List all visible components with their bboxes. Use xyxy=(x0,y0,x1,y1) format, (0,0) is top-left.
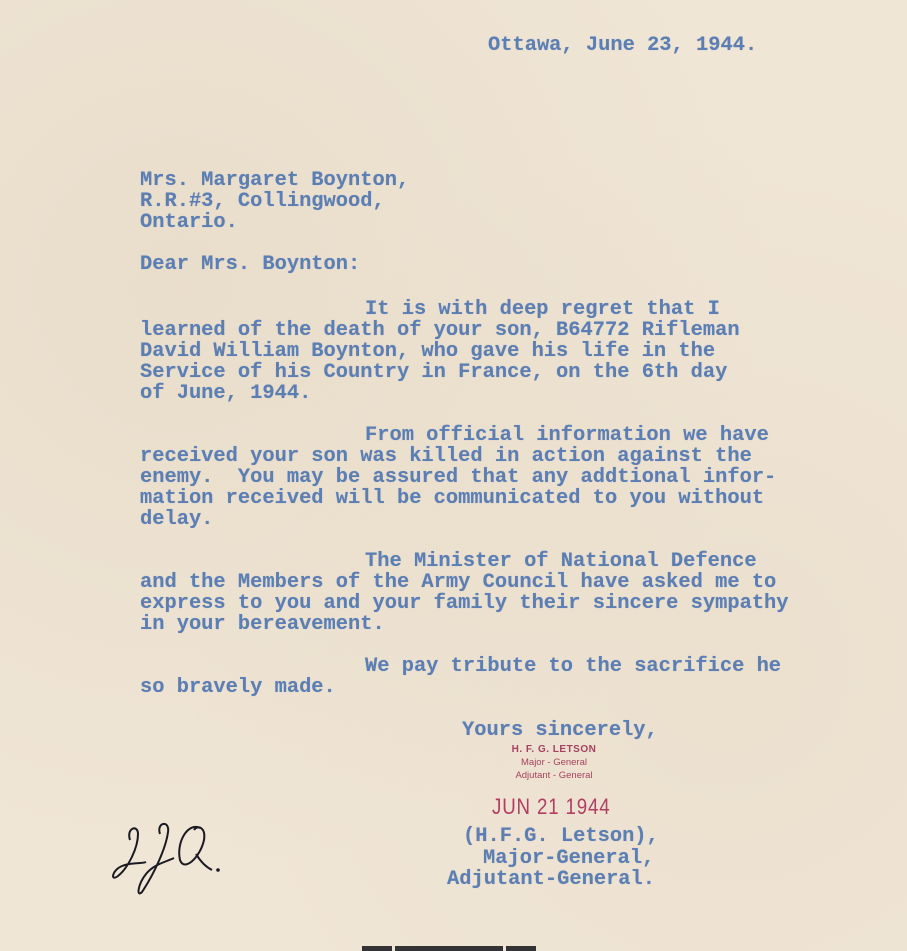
salutation: Dear Mrs. Boynton: xyxy=(140,253,361,276)
closing: Yours sincerely, xyxy=(462,719,658,742)
body-line: enemy. You may be assured that any addtional infor- xyxy=(140,466,777,489)
body-line: and the Members of the Army Council have asked me to xyxy=(140,571,777,594)
body-line: We pay tribute to the sacrifice he xyxy=(365,655,782,678)
body-line: in your bereavement. xyxy=(140,613,385,636)
signature-line: Major-General, xyxy=(483,847,655,870)
stamp-title: Adjutant - General xyxy=(515,770,593,781)
body-line: of June, 1944. xyxy=(140,382,312,405)
body-line: From official information we have xyxy=(365,424,769,447)
signature-line: Adjutant-General. xyxy=(447,868,656,891)
body-line: learned of the death of your son, B64772 Rifleman xyxy=(140,319,740,342)
body-line: received your son was killed in action against the xyxy=(140,445,752,468)
received-date-stamp: JUN 21 1944 xyxy=(492,794,611,819)
bottom-edge-mark xyxy=(362,946,392,951)
stamp-name: H. F. G. LETSON xyxy=(511,744,597,755)
body-line: Service of his Country in France, on the 6th day xyxy=(140,361,728,384)
letter-date: Ottawa, June 23, 1944. xyxy=(488,34,758,57)
address-line: Ontario. xyxy=(140,211,238,234)
bottom-edge-mark xyxy=(506,946,536,951)
handwritten-initials xyxy=(108,818,228,903)
address-line: R.R.#3, Collingwood, xyxy=(140,190,385,213)
body-line: The Minister of National Defence xyxy=(365,550,757,573)
body-line: mation received will be communicated to you without xyxy=(140,487,765,510)
body-line: David William Boynton, who gave his life in the xyxy=(140,340,716,363)
stamp-rank: Major - General xyxy=(521,757,587,768)
signature-line: (H.F.G. Letson), xyxy=(463,825,659,848)
body-line: delay. xyxy=(140,508,214,531)
address-line: Mrs. Margaret Boynton, xyxy=(140,169,410,192)
bottom-edge-mark xyxy=(395,946,503,951)
body-line: so bravely made. xyxy=(140,676,336,699)
body-line: express to you and your family their sincere sympathy xyxy=(140,592,789,615)
body-line: It is with deep regret that I xyxy=(365,298,720,321)
